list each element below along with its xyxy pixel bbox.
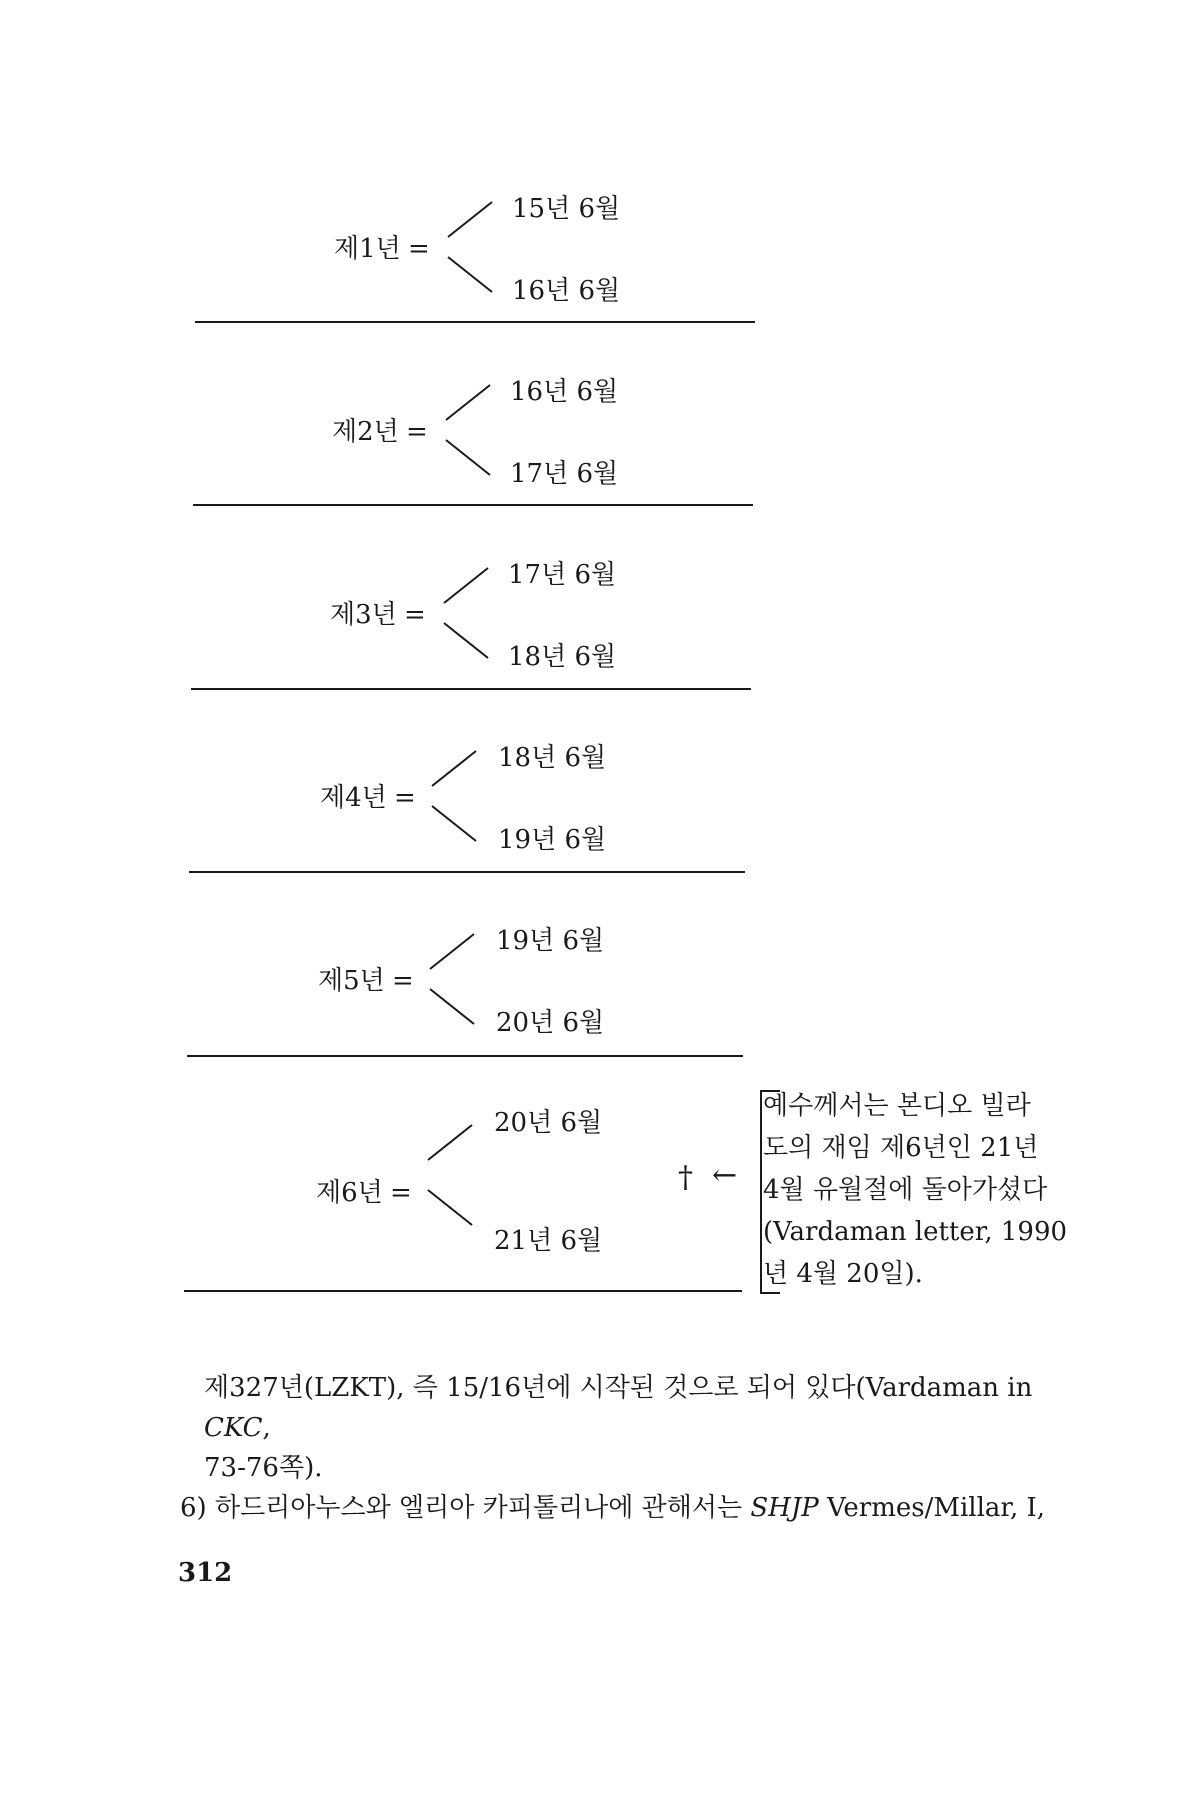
left-arrow-icon: ← — [712, 1158, 738, 1193]
upper-date: 20년 6월 — [494, 1108, 603, 1138]
row-divider — [191, 688, 751, 690]
footnote-text-span: 제327년(LZKT), 즉 15/16년에 시작된 것으로 되어 있다(Vardaman in — [204, 1373, 1033, 1403]
footnote-text-span: 6) 하드리아누스와 엘리아 카피톨리나에 관해서는 — [180, 1493, 751, 1523]
note-line: 예수께서는 본디오 빌라 — [763, 1091, 1031, 1121]
lower-date: 19년 6월 — [498, 825, 607, 855]
upper-branch-line — [430, 934, 474, 969]
lower-date: 20년 6월 — [496, 1008, 605, 1038]
year-label: 제2년 — [332, 417, 399, 447]
page-number: 312 — [178, 1558, 233, 1588]
lower-branch-line — [430, 989, 474, 1024]
upper-branch-line — [446, 385, 490, 420]
footnote-text-span: Vermes/Millar, Ⅰ, — [818, 1493, 1046, 1523]
footnote-text-span: , — [262, 1413, 271, 1443]
crucifixion-note — [763, 1085, 1068, 1295]
row-divider — [189, 871, 745, 873]
equals-sign: = — [390, 1178, 412, 1208]
footnote-text — [180, 1368, 1060, 1528]
lower-date: 16년 6월 — [512, 276, 621, 306]
upper-branch-line — [428, 1125, 472, 1160]
footnote-line: 73-76쪽). — [204, 1453, 323, 1483]
year-label: 제6년 — [316, 1178, 383, 1208]
year-label: 제5년 — [318, 966, 385, 996]
year-label: 제4년 — [320, 783, 387, 813]
lower-branch-line — [446, 440, 490, 475]
lower-date: 21년 6월 — [494, 1226, 603, 1256]
equals-sign: = — [408, 234, 430, 264]
equals-sign: = — [392, 966, 414, 996]
upper-branch-line — [432, 751, 476, 786]
upper-date: 16년 6월 — [510, 377, 619, 407]
upper-date: 17년 6월 — [508, 560, 617, 590]
lower-branch-line — [432, 806, 476, 841]
row-divider — [187, 1055, 743, 1057]
equals-sign: = — [406, 417, 428, 447]
cross-icon: † — [678, 1160, 693, 1195]
upper-branch-line — [448, 202, 492, 237]
upper-date: 19년 6월 — [496, 926, 605, 956]
row-divider — [193, 504, 753, 506]
lower-date: 17년 6월 — [510, 459, 619, 489]
citation-abbrev: CKC — [204, 1413, 263, 1443]
lower-branch-line — [448, 257, 492, 292]
upper-branch-line — [444, 568, 488, 603]
footnote-line — [180, 1368, 1060, 1448]
note-line: 도의 재임 제6년인 21년 — [763, 1133, 1039, 1163]
note-line: 년 4월 20일). — [763, 1259, 923, 1289]
year-label: 제3년 — [330, 600, 397, 630]
note-line: 4월 유월절에 돌아가셨다 — [763, 1175, 1048, 1205]
upper-date: 18년 6월 — [498, 743, 607, 773]
row-divider — [184, 1290, 742, 1292]
footnote-line — [180, 1488, 1060, 1528]
lower-branch-line — [444, 623, 488, 658]
year-label: 제1년 — [334, 234, 401, 264]
lower-branch-line — [428, 1190, 472, 1225]
equals-sign: = — [404, 600, 426, 630]
upper-date: 15년 6월 — [512, 194, 621, 224]
equals-sign: = — [394, 783, 416, 813]
citation-abbrev: SHJP — [750, 1493, 819, 1523]
lower-date: 18년 6월 — [508, 642, 617, 672]
note-line: (Vardaman letter, 1990 — [763, 1217, 1068, 1247]
row-divider — [195, 321, 755, 323]
